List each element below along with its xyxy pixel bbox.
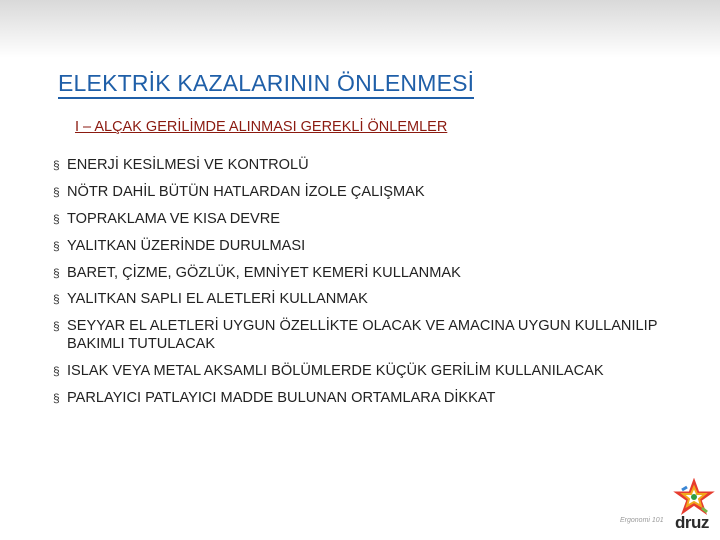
bullet-item — [53, 264, 693, 282]
bullet-marker: § — [53, 319, 60, 334]
bullet-item — [53, 317, 693, 353]
bullet-item — [53, 290, 693, 308]
bullet-marker: § — [53, 184, 60, 199]
bullet-list — [53, 156, 693, 416]
header-band — [0, 0, 720, 58]
bullet-item — [53, 389, 693, 407]
bullet-item — [53, 210, 693, 228]
bullet-text: TOPRAKLAMA VE KISA DEVRE — [67, 210, 281, 227]
logo-wordmark: druz — [675, 513, 709, 532]
bullet-marker: § — [53, 265, 60, 280]
bullet-marker: § — [53, 292, 60, 307]
bullet-text: ISLAK VEYA METAL AKSAMLI BÖLÜMLERDE KÜÇÜK GERİLİM KULLANILACAK — [67, 363, 604, 380]
bullet-text: PARLAYICI PATLAYICI MADDE BULUNAN ORTAMLARA DİKKAT — [67, 390, 496, 407]
bullet-item — [53, 156, 693, 174]
bullet-text: SEYYAR EL ALETLERİ UYGUN ÖZELLİKTE OLACAK VE AMACINA UYGUN KULLANILIP BAKIMLI TUTULACAK — [67, 318, 658, 353]
slide-subtitle: I – ALÇAK GERİLİMDE ALINMASI GEREKLİ ÖNLEMLER — [75, 119, 448, 135]
bullet-text: NÖTR DAHİL BÜTÜN HATLARDAN İZOLE ÇALIŞMAK — [67, 183, 425, 200]
bullet-text: ENERJİ KESİLMESİ VE KONTROLÜ — [67, 157, 309, 173]
bullet-marker: § — [53, 158, 60, 172]
bullet-text: YALITKAN ÜZERİNDE DURULMASI — [67, 237, 306, 254]
bullet-item — [53, 237, 693, 255]
bullet-marker: § — [53, 238, 60, 253]
bullet-text: YALITKAN SAPLI EL ALETLERİ KULLANMAK — [67, 291, 368, 308]
bullet-marker: § — [53, 391, 60, 406]
bullet-marker: § — [53, 364, 60, 379]
bullet-item — [53, 183, 693, 201]
bullet-item — [53, 362, 693, 380]
slide-title: ELEKTRİK KAZALARININ ÖNLENMESİ — [58, 69, 474, 99]
bullet-marker: § — [53, 211, 60, 226]
footer-caption: Ergonomi 101 — [620, 517, 664, 524]
bullet-text: BARET, ÇİZME, GÖZLÜK, EMNİYET KEMERİ KULLANMAK — [67, 264, 461, 281]
